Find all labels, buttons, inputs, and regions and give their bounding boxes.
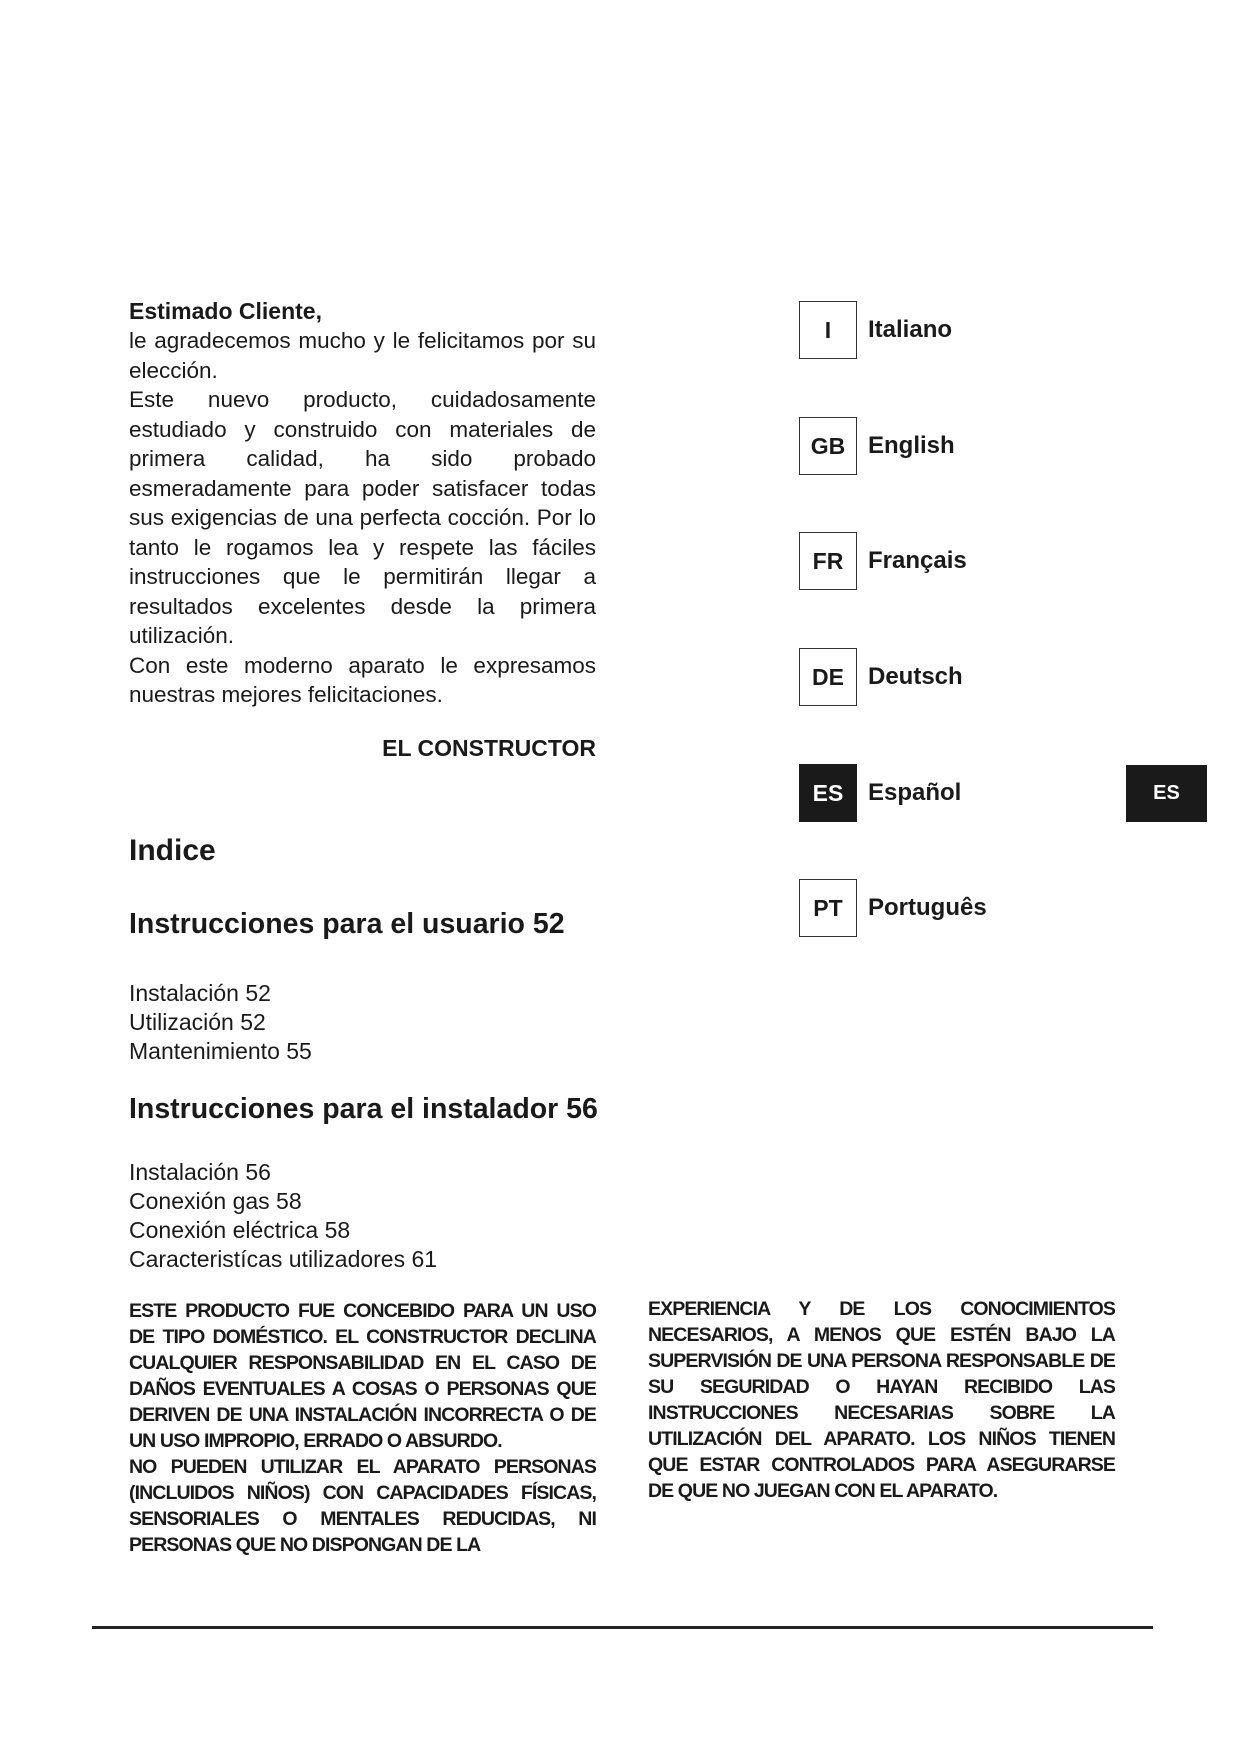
footer-divider xyxy=(92,1626,1153,1629)
signature: EL CONSTRUCTOR xyxy=(382,735,596,761)
intro-paragraph: Este nuevo producto, cuidadosamente estudiado y construido con materiales de primera calidad, ha sido probado esmeradamente para poder satisfacer todas sus exigencias de una perfecta cocción. Por lo tanto le rogamos lea y respete las fáciles instrucciones que le permitirán llegar a resultados excelentes desde la primera utilización. xyxy=(129,387,596,648)
language-code-box: ES xyxy=(799,764,857,822)
language-name: Deutsch xyxy=(868,663,963,690)
language-code-box: GB xyxy=(799,417,857,475)
warning-right xyxy=(648,1296,1115,1504)
section-title-installer[interactable]: Instrucciones para el instalador 56 xyxy=(129,1093,598,1125)
toc-item[interactable]: Mantenimiento 55 xyxy=(129,1038,312,1064)
language-code-box: DE xyxy=(799,648,857,706)
section-items-user xyxy=(129,979,312,1066)
language-item-italiano[interactable] xyxy=(799,301,1139,359)
section-items-installer xyxy=(129,1158,437,1274)
toc-item[interactable]: Instalación 52 xyxy=(129,980,271,1006)
warning-left xyxy=(129,1298,596,1558)
toc-item[interactable]: Conexión gas 58 xyxy=(129,1188,302,1214)
language-item-portugues[interactable] xyxy=(799,879,1139,937)
language-name: Français xyxy=(868,547,967,574)
intro-letter xyxy=(129,296,596,710)
language-name: English xyxy=(868,432,955,459)
language-item-english[interactable] xyxy=(799,417,1139,475)
language-item-espanol[interactable] xyxy=(799,764,1139,822)
intro-paragraph: Con este moderno aparato le expresamos nuestras mejores felicitaciones. xyxy=(129,652,596,707)
language-item-deutsch[interactable] xyxy=(799,648,1139,706)
intro-paragraph: le agradecemos mucho y le felicitamos por su elección. xyxy=(129,328,596,383)
language-code-box: FR xyxy=(799,532,857,590)
warning-paragraph: EXPERIENCIA Y DE LOS CONOCIMIENTOS NECESARIOS, A MENOS QUE ESTÉN BAJO LA SUPERVISIÓN DE UNA PERSONA RESPONSABLE DE SU SEGURIDAD O HAYAN RECIBIDO LAS INSTRUCCIONES NECESARIAS SOBRE LA UTILIZACIÓN DEL APARATO. LOS NIÑOS TIENEN QUE ESTAR CONTROLADOS PARA ASEGURARSE DE QUE NO JUEGAN CON EL APARATO. xyxy=(648,1298,1115,1502)
toc-item[interactable]: Conexión eléctrica 58 xyxy=(129,1217,351,1243)
language-item-francais[interactable] xyxy=(799,532,1139,590)
toc-item[interactable]: Utilización 52 xyxy=(129,1009,266,1035)
language-code-box: PT xyxy=(799,879,857,937)
language-name: Italiano xyxy=(868,316,953,343)
greeting: Estimado Cliente, xyxy=(129,298,322,324)
index-heading: Indice xyxy=(129,834,216,867)
toc-item[interactable]: Caracteristícas utilizadores 61 xyxy=(129,1246,438,1272)
language-name: Español xyxy=(868,779,962,806)
language-code-box: I xyxy=(799,301,857,359)
language-name: Português xyxy=(868,894,987,921)
language-side-tab[interactable]: ES xyxy=(1126,765,1207,822)
warning-paragraph: NO PUEDEN UTILIZAR EL APARATO PERSONAS (INCLUIDOS NIÑOS) CON CAPACIDADES FÍSICAS, SENSORIALES O MENTALES REDUCIDAS, NI PERSONAS QUE NO DISPONGAN DE LA xyxy=(129,1456,596,1556)
section-title-user[interactable]: Instrucciones para el usuario 52 xyxy=(129,908,565,940)
warning-paragraph: ESTE PRODUCTO FUE CONCEBIDO PARA UN USO DE TIPO DOMÉSTICO. EL CONSTRUCTOR DECLINA CUALQUIER RESPONSABILIDAD EN EL CASO DE DAÑOS EVENTUALES A COSAS O PERSONAS QUE DERIVEN DE UNA INSTALACIÓN INCORRECTA O DE UN USO IMPROPIO, ERRADO O ABSURDO. xyxy=(129,1300,596,1452)
toc-item[interactable]: Instalación 56 xyxy=(129,1159,271,1185)
